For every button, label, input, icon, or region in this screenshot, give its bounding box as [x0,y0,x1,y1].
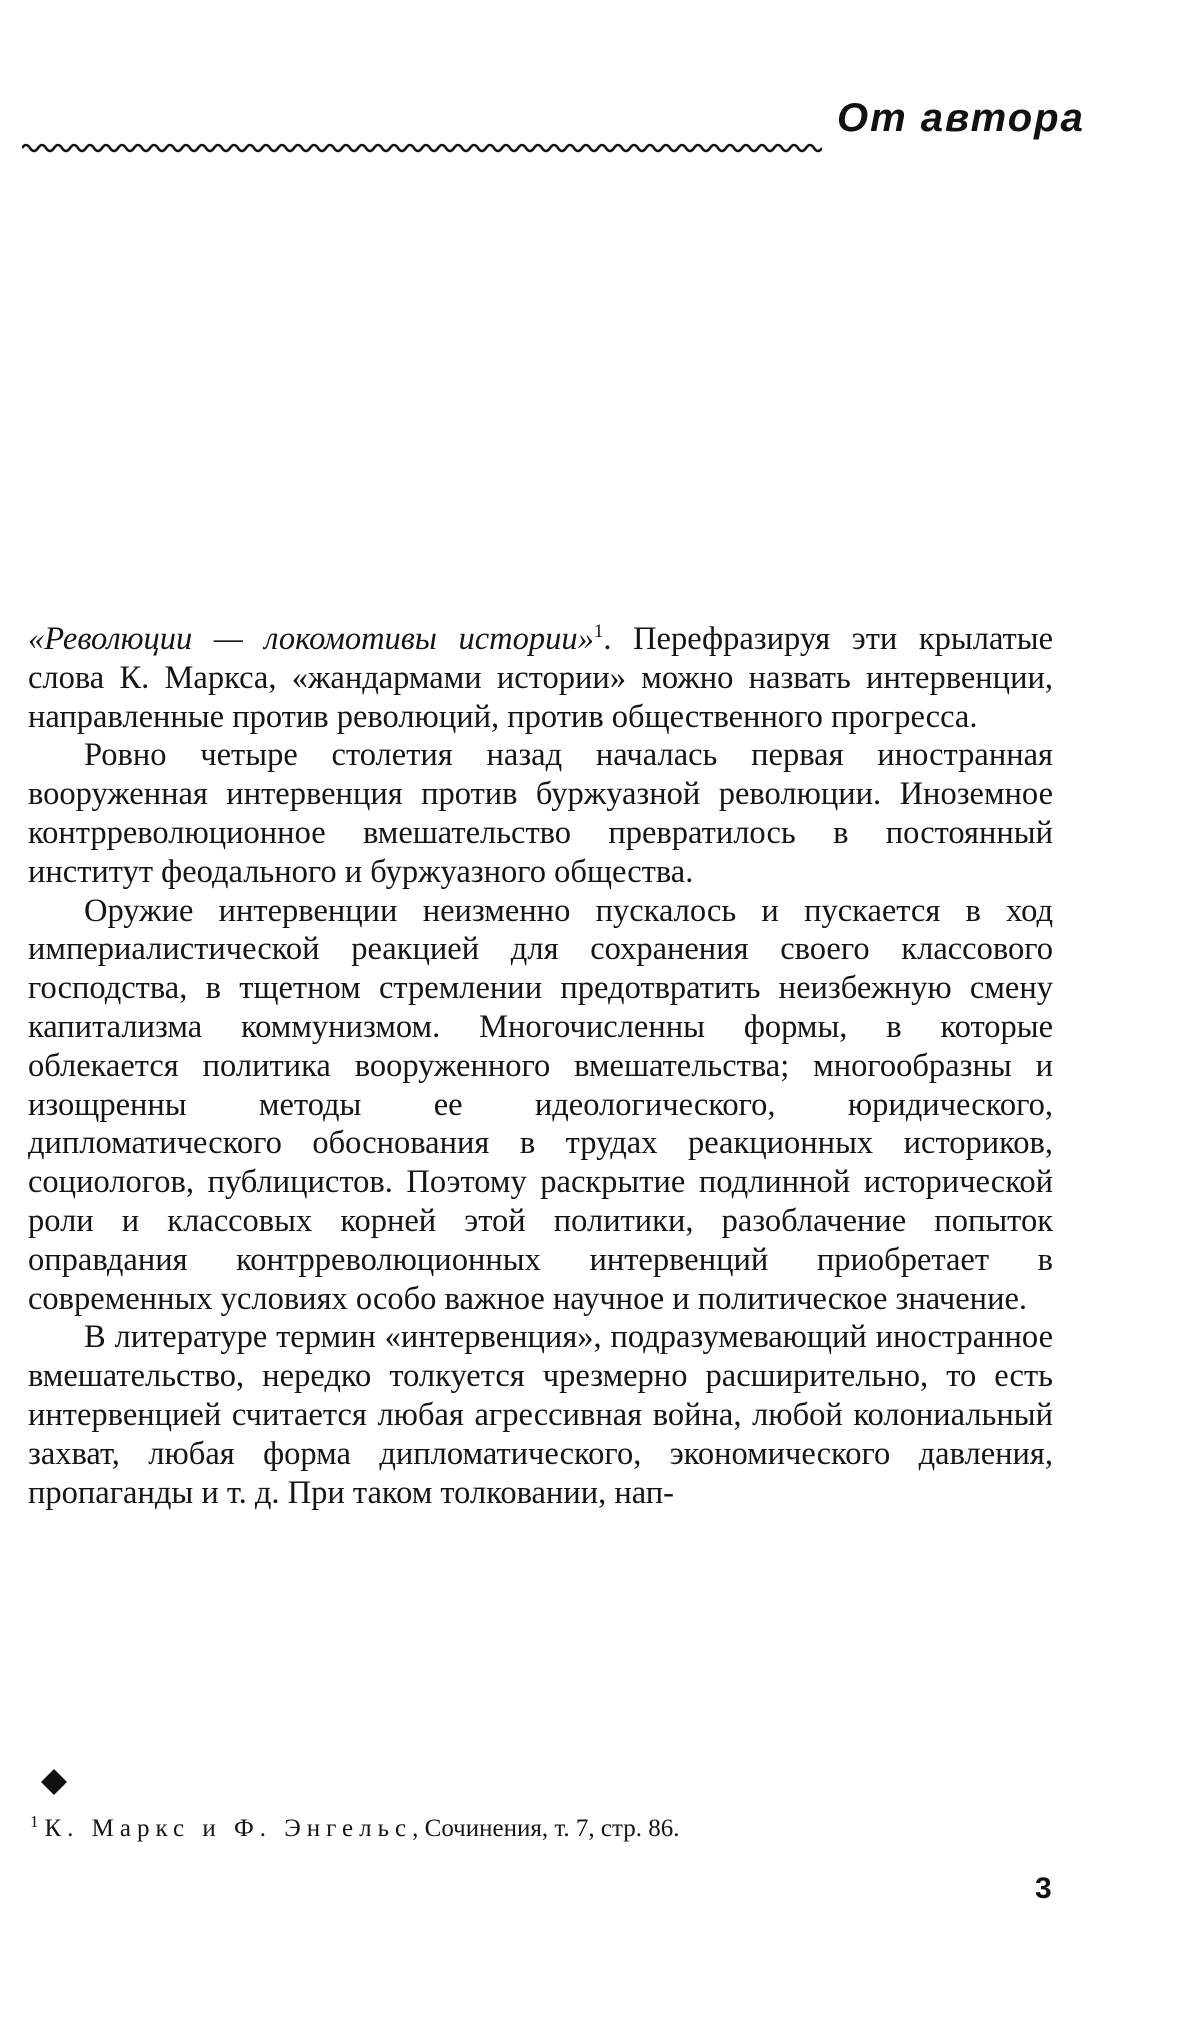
paragraph-3: Оружие интервенции неизменно пускалось и пускается в ход империалистической реакцией для сохранения своего классового господства, в тщетном стремлении предотвратить неизбежную смену капитализма коммунизмом. Многочисленны формы, в которые облекается политика вооруженного вмешательства; многообразны и изощренны методы ее идеологического, юридического, дипломатического обоснования в трудах реакционных историков, социологов, публицистов. Поэтому раскрытие подлинной исторической роли и классовых корней этой политики, разоблачение попыток оправдания контрреволюционных интервенций приобретает в современных условиях особо важное научное и политическое значение. [28,892,1053,1317]
footnote-source: , Сочинения, т. 7, стр. 86. [412,1815,680,1842]
wavy-rule-ornament [22,140,822,156]
footnote-mark: 1 [30,1811,39,1831]
footnote [30,1813,1030,1845]
paragraph-2: Ровно четыре столетия назад началась первая иностранная вооруженная интервенция против буржуазной революции. Иноземное контрреволюционное вмешательство превратилось в постоянный институт феодального и буржуазного общества. [28,737,1053,890]
running-head: От автора [837,96,1085,140]
page-header [22,96,1085,166]
main-text [28,620,1053,1512]
footnote-authors: К. Маркс и Ф. Энгельс [44,1815,413,1842]
diamond-icon [40,1768,68,1796]
paragraph-1-text: . Перефразируя эти крылатые слова К. Маркса, «жандармами истории» можно назвать интервенции, направленные против революций, против общественного прогресса. [28,621,1053,735]
epigraph-quote: «Революции — локомотивы истории» [28,621,594,657]
page-number: 3 [1035,1872,1052,1905]
paragraph-1 [28,620,1053,736]
footnote-reference[interactable]: 1 [593,621,604,643]
paragraph-4: В литературе термин «интервенция», подразумевающий иностранное вмешательство, нередко толкуется чрезмерно расширительно, то есть интервенцией считается любая агрессивная война, любой колониальный захват, любая форма дипломатического, экономического давления, пропаганды и т. д. При таком толковании, нап- [28,1319,1053,1511]
